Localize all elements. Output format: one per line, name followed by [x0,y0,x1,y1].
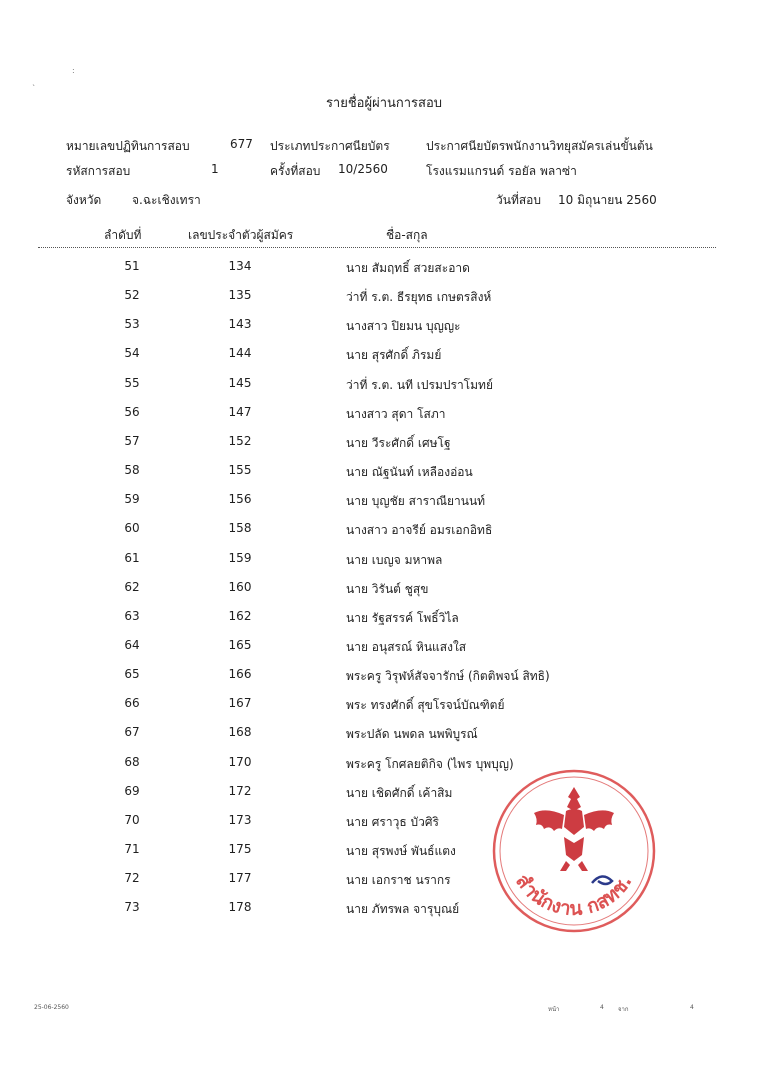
header-divider [38,247,716,248]
row-number: 59 [124,492,140,507]
applicant-id: 135 [228,288,252,303]
column-header-no: ลำดับที่ [104,228,142,242]
applicant-id: 160 [228,579,252,594]
row-number: 70 [124,812,140,827]
row-number: 72 [124,871,140,886]
applicant-id: 165 [228,638,252,652]
exam-code-label: รหัสการสอบ [66,164,131,178]
applicant-id: 170 [228,754,252,769]
document-title: รายชื่อผู้ผ่านการสอบ [325,96,443,111]
row-number: 54 [124,346,140,361]
applicant-id: 152 [228,433,252,448]
applicant-name: นาย สัมฤทธิ์ สวยสะอาด [346,261,470,275]
row-number: 60 [124,521,140,536]
province-label: จังหวัด [66,193,102,207]
scan-mark: ` [32,84,36,93]
table-row [0,405,768,433]
table-row [0,521,768,549]
doc-no-value: 677 [230,137,253,151]
applicant-name: ว่าที่ ร.ต. นที เปรมปราโมทย์ [346,377,493,392]
date-label: วันที่สอบ [496,193,541,207]
applicant-id: 173 [228,812,252,827]
row-number: 66 [124,696,140,711]
applicant-name: ว่าที่ ร.ต. ธีรยุทธ เกษตรสิงห์ [346,290,492,305]
row-number: 62 [124,579,140,594]
applicant-id: 155 [228,463,252,477]
applicant-id: 166 [228,667,252,682]
scan-mark: : [72,66,75,75]
applicant-name: นาย เอกราช นรากร [346,873,451,888]
applicant-id: 178 [228,900,252,915]
exam-type-label: ประเภทประกาศนียบัตร [270,139,390,153]
row-number: 71 [124,842,140,856]
row-number: 63 [124,608,140,623]
table-row [0,725,768,753]
table-row [0,609,768,637]
signature-mark [592,876,612,884]
table-row [0,492,768,520]
round-label: ครั้งที่สอบ [270,164,321,178]
applicant-name: พระครู วิรุฬห์สัจจารักษ์ (กิตติพจน์ สิทธิ) [346,669,550,684]
table-row [0,346,768,374]
applicant-name: นาย รัฐสรรค์ โพธิ์วิไล [346,610,459,625]
exam-code-value: 1 [211,162,219,176]
table-row [0,259,768,287]
row-number: 55 [124,375,140,390]
row-number: 68 [124,754,140,769]
table-row [0,376,768,404]
table-row [0,288,768,316]
applicant-name: นาย วิรันต์ ชูสุข [346,581,429,596]
applicant-id: 167 [228,696,252,711]
row-number: 51 [124,259,140,273]
footer-of-label: จาก [618,1006,629,1013]
venue: โรงแรมแกรนด์ รอยัล พลาซ่า [426,164,577,178]
exam-type-value: ประกาศนียบัตรพนักงานวิทยุสมัครเล่นขั้นต้น [426,139,653,153]
table-row [0,696,768,724]
column-header-applicant-id: เลขประจำตัวผู้สมัคร [188,228,294,242]
footer-date: 25-06-2560 [34,1004,69,1011]
applicant-id: 147 [228,404,252,419]
row-number: 52 [124,288,140,303]
applicant-id: 162 [228,608,252,623]
applicant-id: 134 [228,259,252,273]
applicant-name: นาย เบญจ มหาพล [346,552,443,567]
footer-total-pages: 4 [690,1004,694,1011]
applicant-id: 175 [228,842,252,856]
applicant-name: นาย สุรศักดิ์ ภิรมย์ [346,348,442,363]
applicant-id: 144 [228,346,252,361]
province-value: จ.ฉะเชิงเทรา [132,193,201,207]
applicant-id: 172 [228,783,252,798]
applicant-name: นาย ศราวุธ บัวศิริ [346,814,439,829]
applicant-name: นาย วีระศักดิ์ เศษโฐ [346,435,451,450]
garuda-emblem-icon [534,787,614,871]
date-value: 10 มิถุนายน 2560 [558,193,657,207]
applicant-id: 158 [228,521,252,536]
applicant-id: 168 [228,725,252,740]
row-number: 69 [124,783,140,798]
applicant-id: 145 [228,375,252,390]
applicant-id: 159 [228,550,252,565]
table-row [0,638,768,666]
table-row [0,463,768,491]
applicant-name: นาย ณัฐนันท์ เหลืองอ่อน [346,465,473,479]
round-value: 10/2560 [338,162,388,176]
row-number: 73 [124,900,140,915]
applicant-name: พระปลัด นพดล นพพิบูรณ์ [346,727,478,742]
official-stamp [488,765,660,937]
doc-no-label: หมายเลขปฏิทินการสอบ [66,139,190,153]
table-row [0,317,768,345]
stamp-text: สำนักงาน กสทช. [511,870,637,921]
applicant-name: นางสาว สุดา โสภา [346,406,446,421]
applicant-name: พระครู โกศลยติกิจ (ไพร บุพบุญ) [346,756,514,771]
applicant-name: นาย บุญชัย สาราณียานนท์ [346,494,486,509]
row-number: 61 [124,550,140,565]
row-number: 65 [124,667,140,682]
applicant-name: นาย เชิดศักดิ์ เค้าสิม [346,785,453,800]
row-number: 67 [124,725,140,740]
applicant-id: 156 [228,492,252,507]
footer-page-value: 4 [600,1004,604,1011]
table-row [0,551,768,579]
applicant-name: นาย สุรพงษ์ พันธ์แตง [346,844,456,858]
applicant-name: นางสาว ปิยมน บุญญะ [346,319,461,334]
table-row [0,434,768,462]
applicant-name: นางสาว อาจรีย์ อมรเอกอิทธิ [346,523,493,538]
row-number: 53 [124,317,140,332]
row-number: 64 [124,638,140,652]
row-number: 56 [124,404,140,419]
applicant-name: พระ ทรงศักดิ์ สุขโรจน์บัณฑิตย์ [346,698,505,713]
row-number: 58 [124,463,140,477]
applicant-id: 177 [228,871,252,886]
table-row [0,580,768,608]
row-number: 57 [124,433,140,448]
table-row [0,667,768,695]
applicant-id: 143 [228,317,252,332]
applicant-name: นาย อนุสรณ์ หินแสงใส [346,640,467,654]
applicant-name: นาย ภัทรพล จารุบุณย์ [346,902,460,917]
footer-page-label: หน้า [548,1006,560,1013]
column-header-name: ชื่อ-สกุล [386,228,428,242]
